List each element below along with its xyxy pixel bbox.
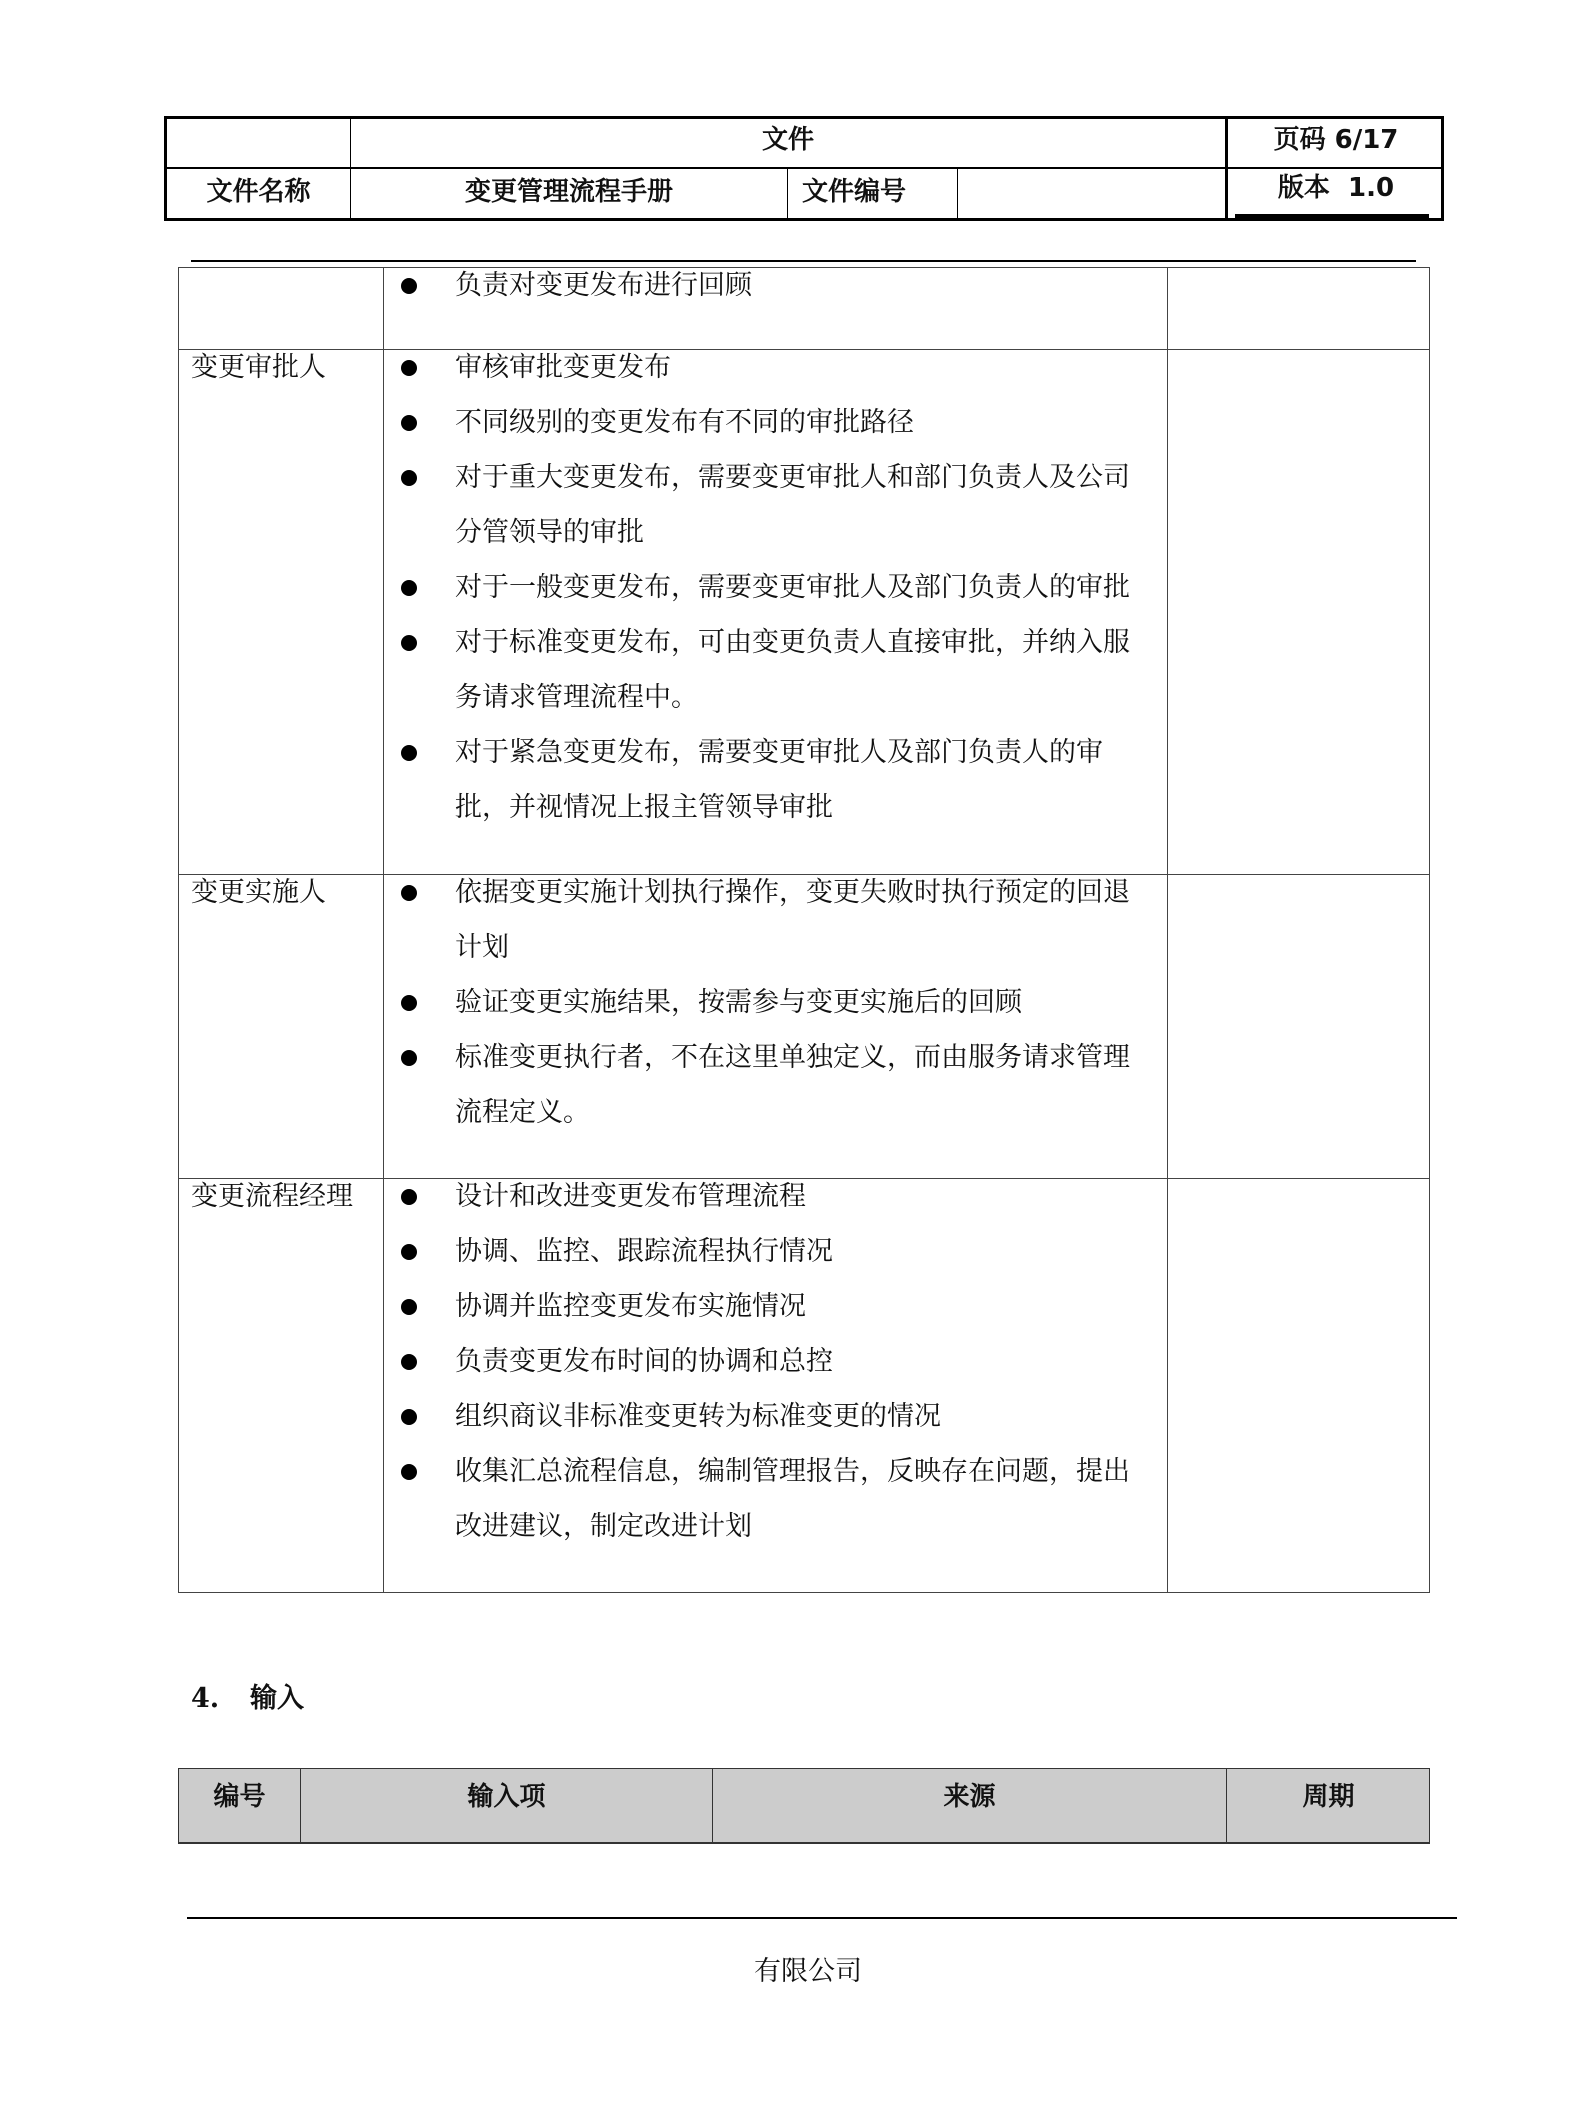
responsibility-item (383, 975, 1167, 1030)
page-number: 页码 6/17 (1273, 125, 1399, 155)
responsibility-item (383, 615, 1167, 725)
responsibility-text: 分管领导的审批 (455, 517, 644, 548)
doc-label: 文件 (761, 125, 814, 155)
bullet-icon (401, 470, 417, 486)
responsibility-text: 批，并视情况上报主管领导审批 (455, 792, 833, 823)
responsibility-item (383, 1444, 1167, 1554)
responsibility-text: 对于标准变更发布，可由变更负责人直接审批，并纳入服 (455, 627, 1130, 658)
responsibility-list (383, 865, 1167, 1140)
responsibility-text: 审核审批变更发布 (455, 352, 671, 383)
bullet-icon (401, 1050, 417, 1066)
bullet-icon (401, 1409, 417, 1425)
col-header-input: 输入项 (467, 1782, 546, 1812)
responsibility-item (383, 865, 1167, 975)
bullet-icon (401, 885, 417, 901)
bullet-icon (401, 1299, 417, 1315)
responsibility-item (383, 340, 1167, 395)
responsibility-text: 收集汇总流程信息，编制管理报告，反映存在问题，提出 (455, 1456, 1130, 1487)
responsibility-text: 对于一般变更发布，需要变更审批人及部门负责人的审批 (455, 572, 1130, 603)
file-number-label: 文件编号 (802, 177, 907, 207)
col-header-number: 编号 (213, 1782, 266, 1812)
responsibility-text: 组织商议非标准变更转为标准变更的情况 (455, 1401, 941, 1432)
responsibility-text: 改进建议，制定改进计划 (455, 1511, 752, 1542)
responsibility-item (383, 1169, 1167, 1224)
responsibility-text: 计划 (455, 932, 509, 963)
responsibility-item (383, 1334, 1167, 1389)
responsibility-text: 协调并监控变更发布实施情况 (455, 1291, 806, 1322)
file-name-value: 变更管理流程手册 (464, 177, 673, 207)
col-header-source: 来源 (943, 1782, 996, 1812)
responsibility-item (383, 1279, 1167, 1334)
responsibility-list (383, 258, 1167, 313)
role-name: 变更实施人 (191, 877, 326, 908)
section-number: 4. (191, 1683, 220, 1714)
bullet-icon (401, 745, 417, 761)
responsibility-list (383, 340, 1167, 835)
role-name: 变更流程经理 (191, 1181, 353, 1212)
responsibility-item (383, 1224, 1167, 1279)
responsibility-text: 对于重大变更发布，需要变更审批人和部门负责人及公司 (455, 462, 1130, 493)
col-header-period: 周期 (1302, 1782, 1355, 1812)
responsibility-text: 流程定义。 (455, 1097, 590, 1128)
bullet-icon (401, 415, 417, 431)
input-table (178, 1768, 1430, 1844)
responsibility-item (383, 560, 1167, 615)
footer-divider (187, 1917, 1457, 1919)
role-name: 变更审批人 (191, 352, 326, 383)
responsibility-item (383, 1389, 1167, 1444)
bullet-icon (401, 1464, 417, 1480)
document-header-table (164, 116, 1444, 221)
bullet-icon (401, 1354, 417, 1370)
responsibility-text: 验证变更实施结果，按需参与变更实施后的回顾 (455, 987, 1022, 1018)
responsibility-item (383, 725, 1167, 835)
bullet-icon (401, 580, 417, 596)
responsibility-text: 对于紧急变更发布，需要变更审批人及部门负责人的审 (455, 737, 1103, 768)
file-name-label: 文件名称 (206, 177, 311, 207)
responsibility-item (383, 258, 1167, 313)
responsibility-item (383, 395, 1167, 450)
responsibility-list (383, 1169, 1167, 1554)
bullet-icon (401, 278, 417, 294)
responsibility-text: 不同级别的变更发布有不同的审批路径 (455, 407, 914, 438)
responsibility-text: 协调、监控、跟踪流程执行情况 (455, 1236, 833, 1267)
responsibility-text: 标准变更执行者，不在这里单独定义，而由服务请求管理 (455, 1042, 1130, 1073)
bullet-icon (401, 360, 417, 376)
bullet-icon (401, 1244, 417, 1260)
responsibility-item (383, 450, 1167, 560)
bullet-icon (401, 635, 417, 651)
responsibility-text: 负责对变更发布进行回顾 (455, 270, 752, 301)
bullet-icon (401, 1189, 417, 1205)
version: 版本 1.0 (1277, 173, 1395, 203)
responsibility-item (383, 1030, 1167, 1140)
section-title: 输入 (250, 1683, 304, 1714)
responsibility-text: 设计和改进变更发布管理流程 (455, 1181, 806, 1212)
bullet-icon (401, 995, 417, 1011)
responsibility-text: 务请求管理流程中。 (455, 682, 698, 713)
responsibility-text: 依据变更实施计划执行操作，变更失败时执行预定的回退 (455, 877, 1130, 908)
responsibility-text: 负责变更发布时间的协调和总控 (455, 1346, 833, 1377)
footer-company: 有限公司 (754, 1956, 862, 1987)
